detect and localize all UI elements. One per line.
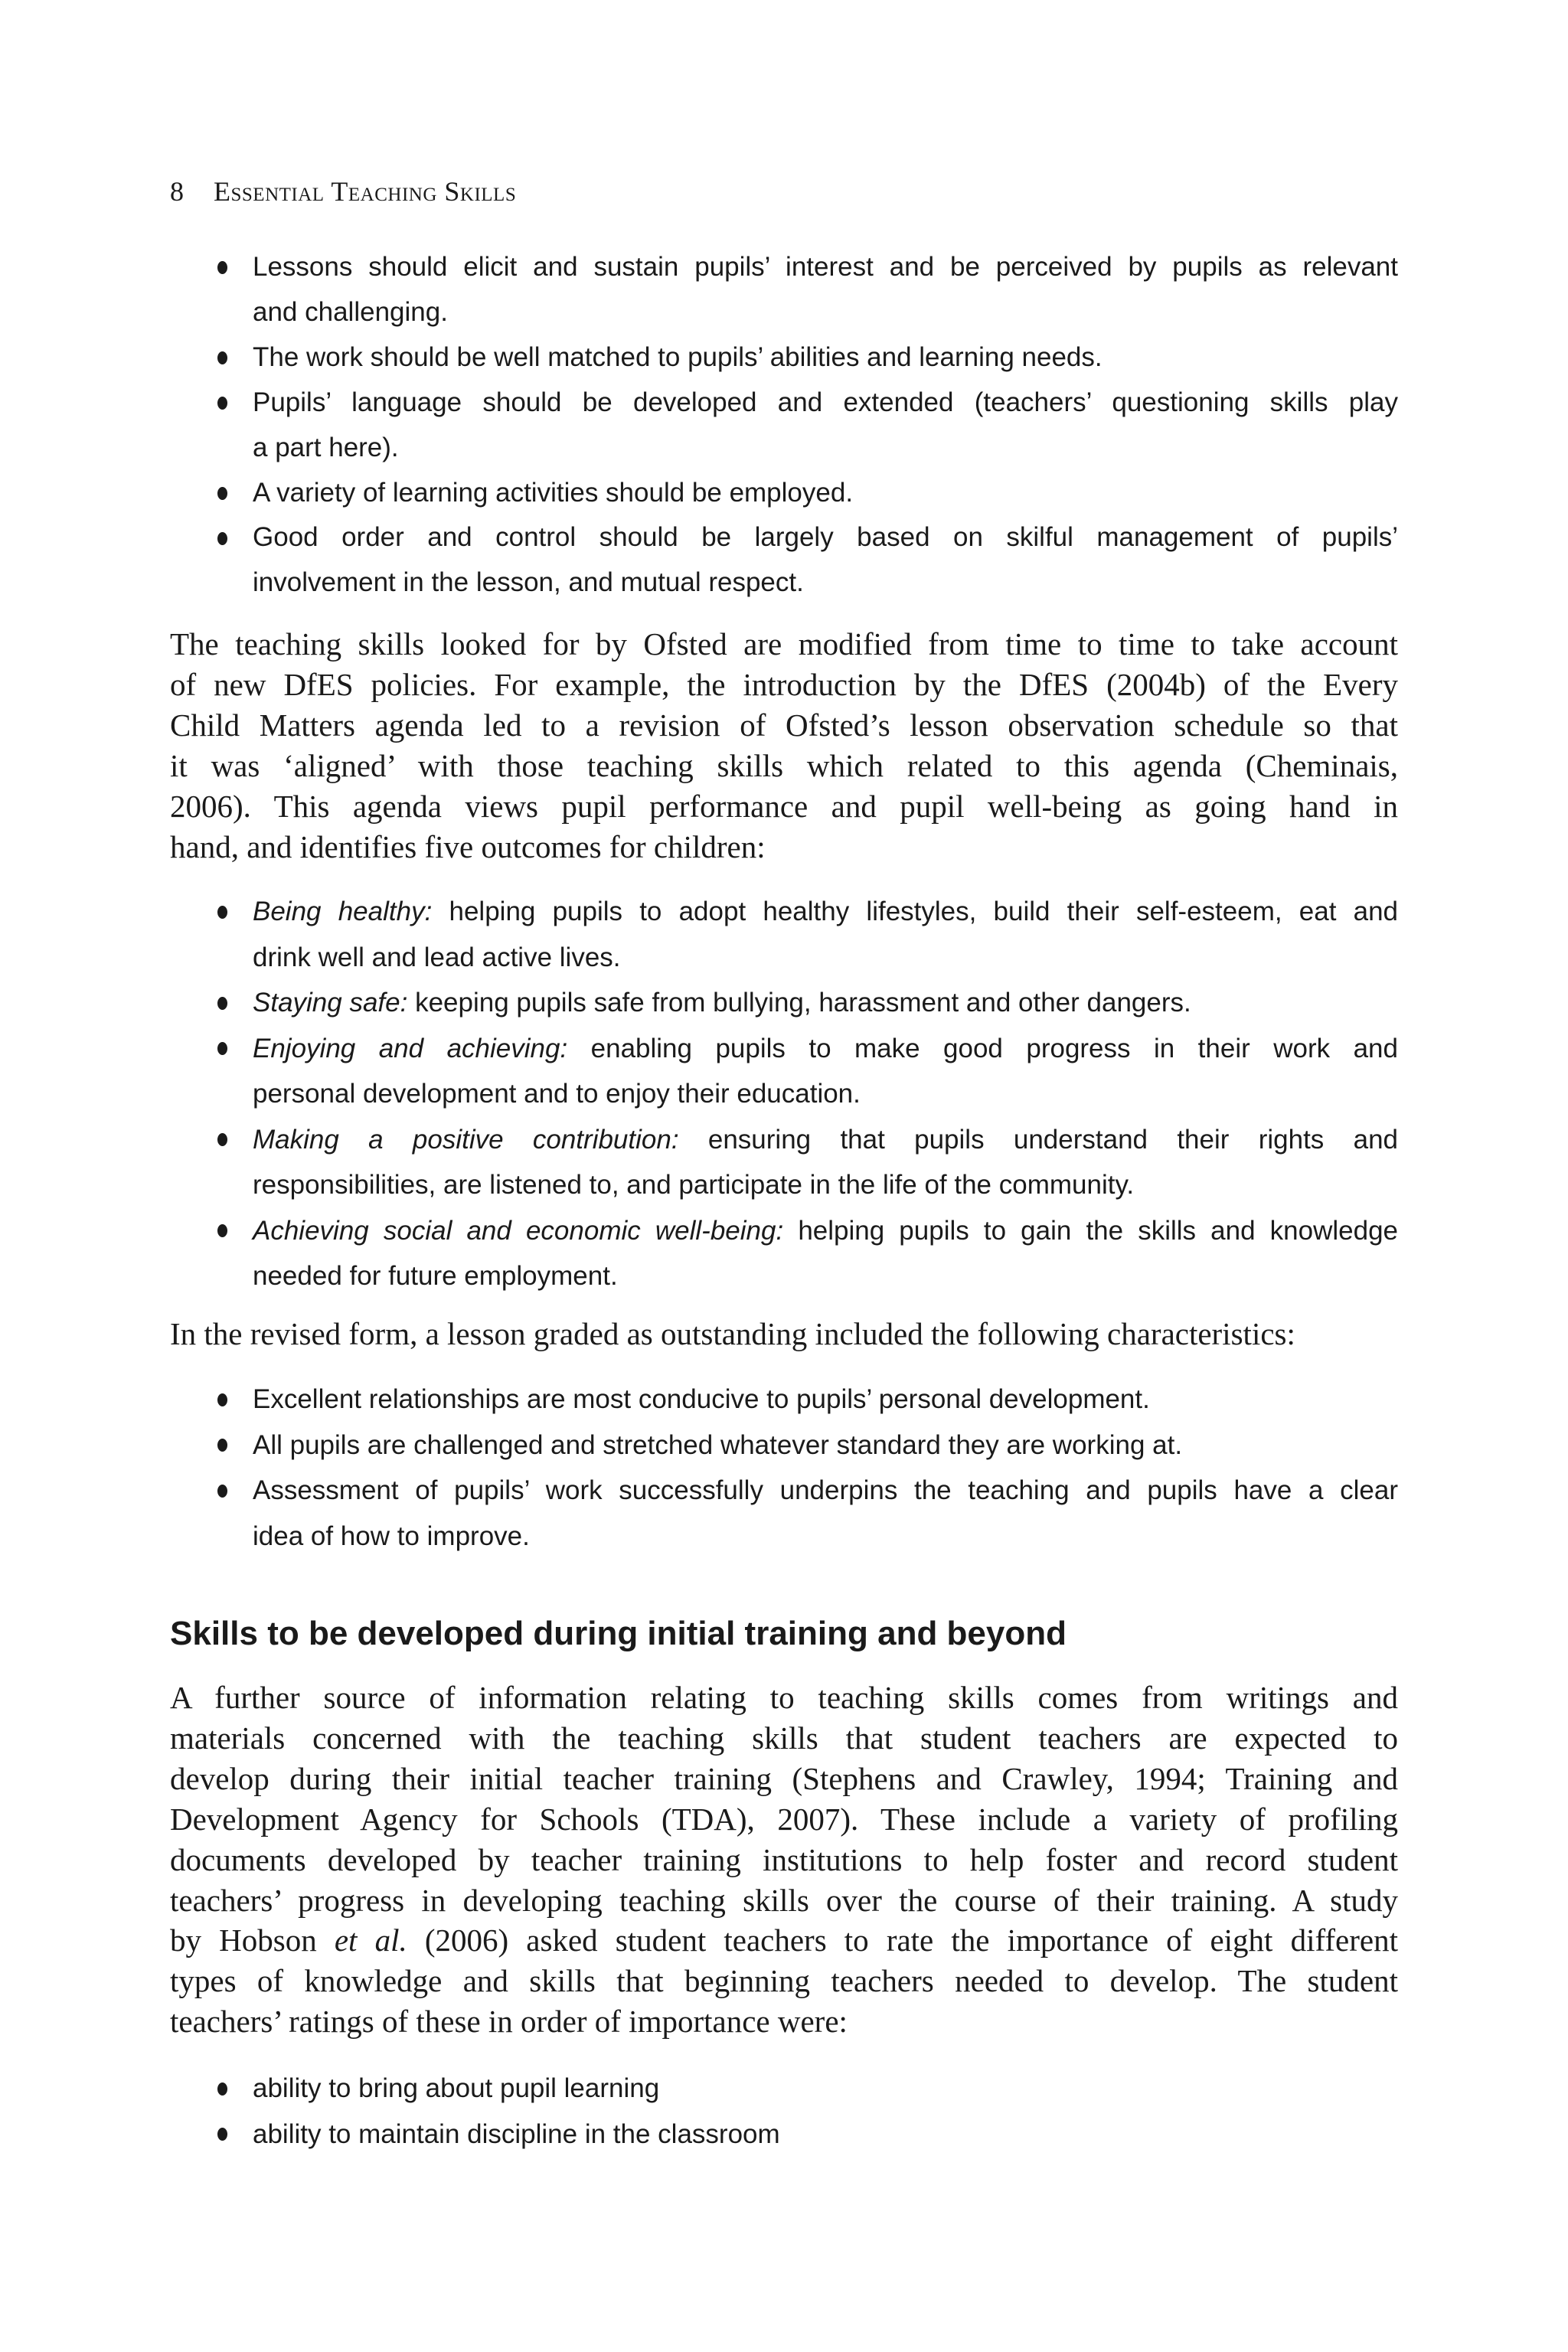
list-item: [253, 889, 1398, 980]
bullet-list-ofsted-criteria: [253, 245, 1398, 606]
text-line: [253, 1208, 1398, 1254]
line-text: helping pupils to adopt healthy lifestyles, build their self-esteem, eat and: [449, 897, 1399, 926]
bullet-icon: [217, 997, 227, 1010]
list-item: [253, 471, 1398, 516]
text-line: [253, 1162, 1398, 1208]
text-line: [253, 1253, 1398, 1299]
line-text: Child Matters agenda led to a revision of Ofsted’s lesson observation schedule so that: [170, 707, 1398, 743]
paragraph-initial-training: [170, 1677, 1398, 2042]
text-line: [253, 2066, 1398, 2112]
bullet-icon: [217, 351, 227, 364]
list-item: [253, 335, 1398, 381]
line-text: personal development and to enjoy their education.: [253, 1079, 861, 1109]
paragraph-revised-form: [170, 1314, 1398, 1354]
list-item: [253, 1208, 1398, 1299]
list-item: [253, 980, 1398, 1026]
bullet-icon: [217, 1485, 227, 1498]
line-text: The work should be well matched to pupils’ abilities and learning needs.: [253, 341, 1102, 372]
text-line: [253, 980, 1398, 1026]
line-text: 2006). This agenda views pupil performance and pupil well-being as going hand in: [170, 788, 1398, 824]
bullet-icon: [217, 532, 227, 545]
text-line: [253, 1071, 1398, 1117]
line-text: drink well and lead active lives.: [253, 942, 621, 972]
text-line: [170, 746, 1398, 786]
text-line: [170, 665, 1398, 705]
text-line: [170, 1799, 1398, 1840]
text-line: [253, 381, 1398, 426]
line-text: a part here).: [253, 432, 399, 462]
bullet-icon: [217, 906, 227, 919]
bullet-icon: [217, 1133, 227, 1146]
text-line: [170, 624, 1398, 665]
line-text: All pupils are challenged and stretched whatever standard they are working at.: [253, 1429, 1183, 1460]
line-text: enabling pupils to make good progress in their work and: [590, 1033, 1398, 1063]
bullet-icon: [217, 261, 227, 274]
text-line: [170, 786, 1398, 827]
text-line: [253, 426, 1398, 471]
line-text: keeping pupils safe from bullying, harassment and other dangers.: [415, 988, 1191, 1018]
italic-text: et al.: [334, 1922, 407, 1958]
text-line: [253, 471, 1398, 516]
list-item: [253, 1377, 1398, 1423]
line-text: idea of how to improve.: [253, 1521, 530, 1551]
line-text: it was ‘aligned’ with those teaching skills which related to this agenda (Cheminais,: [170, 747, 1398, 783]
text-line: [253, 335, 1398, 381]
line-text: hand, and identifies five outcomes for children:: [170, 828, 766, 864]
line-text: ability to bring about pupil learning: [253, 2073, 660, 2103]
line-text: materials concerned with the teaching skills that student teachers are expected to: [170, 1720, 1398, 1756]
line-text: A variety of learning activities should be employed.: [253, 477, 854, 508]
list-item: [253, 1026, 1398, 1117]
text-line: [253, 935, 1398, 981]
bullet-list-ratings: [253, 2066, 1398, 2157]
bullet-list-outstanding-characteristics: [253, 1377, 1398, 1559]
line-text: The teaching skills looked for by Ofsted are modified from time to time to take account: [170, 626, 1398, 662]
section-heading: Skills to be developed during initial training and beyond: [170, 1615, 1067, 1652]
line-text: Pupils’ language should be developed and extended (teachers’ questioning skills play: [253, 387, 1398, 417]
line-text: A further source of information relating to teaching skills comes from writings and: [170, 1680, 1398, 1715]
emphasis-term: Being healthy:: [253, 897, 433, 926]
line-text: by Hobson: [170, 1922, 335, 1958]
text-line: [253, 290, 1398, 335]
line-text: Lessons should elicit and sustain pupils’ interest and be perceived by pupils as relevant: [253, 252, 1398, 282]
list-item: [253, 245, 1398, 335]
bullet-icon: [217, 487, 227, 500]
list-item: [253, 2112, 1398, 2158]
emphasis-term: Making a positive contribution:: [253, 1124, 679, 1155]
text-line: [253, 889, 1398, 935]
text-line: [253, 1423, 1398, 1468]
emphasis-term: Achieving social and economic well-being:: [253, 1215, 784, 1246]
list-item: [253, 2066, 1398, 2112]
text-line: [170, 1314, 1398, 1354]
text-line: [253, 1026, 1398, 1072]
line-text: (2006) asked student teachers to rate the importance of eight different: [407, 1922, 1398, 1958]
line-text: and challenging.: [253, 296, 448, 327]
list-item: [253, 1423, 1398, 1468]
text-line: [253, 245, 1398, 290]
text-line: [170, 1880, 1398, 1921]
paragraph-every-child-matters: [170, 624, 1398, 867]
line-text: needed for future employment.: [253, 1261, 618, 1291]
bullet-list-five-outcomes: [253, 889, 1398, 1299]
line-text: responsibilities, are listened to, and participate in the life of the community.: [253, 1170, 1135, 1200]
line-text: develop during their initial teacher training (Stephens and Crawley, 1994; Training and: [170, 1760, 1398, 1796]
text-line: [253, 2112, 1398, 2158]
bullet-icon: [217, 1439, 227, 1452]
list-item: [253, 515, 1398, 606]
bullet-icon: [217, 397, 227, 410]
list-item: [253, 1468, 1398, 1559]
text-line: [253, 1377, 1398, 1423]
text-line: [253, 1468, 1398, 1514]
text-line: [170, 2001, 1398, 2042]
text-line: [253, 560, 1398, 606]
text-line: [170, 1840, 1398, 1880]
bullet-icon: [217, 2128, 227, 2141]
text-line: [170, 705, 1398, 746]
line-text: types of knowledge and skills that beginning teachers needed to develop. The student: [170, 1963, 1398, 1999]
running-header: [170, 170, 516, 213]
emphasis-term: Enjoying and achieving:: [253, 1033, 568, 1063]
line-text: ability to maintain discipline in the classroom: [253, 2118, 780, 2149]
line-text: helping pupils to gain the skills and knowledge: [798, 1215, 1398, 1246]
bullet-icon: [217, 1224, 227, 1237]
list-item: [253, 381, 1398, 471]
line-text: Excellent relationships are most conducive to pupils’ personal development.: [253, 1384, 1150, 1414]
text-line: [170, 1677, 1398, 1718]
text-line: [253, 515, 1398, 560]
line-text: teachers’ progress in developing teaching skills over the course of their training. A study: [170, 1882, 1398, 1918]
line-text: Good order and control should be largely based on skilful management of pupils’: [253, 522, 1398, 553]
page-number: 8: [170, 176, 184, 207]
line-text: Assessment of pupils’ work successfully underpins the teaching and pupils have a clear: [253, 1475, 1398, 1505]
text-line: [253, 1514, 1398, 1560]
bullet-icon: [217, 2082, 227, 2096]
bullet-icon: [217, 1042, 227, 1055]
line-text: documents developed by teacher training institutions to help foster and record student: [170, 1841, 1398, 1877]
text-line: [170, 1920, 1398, 1961]
running-title: Essential Teaching Skills: [214, 176, 517, 207]
line-text: involvement in the lesson, and mutual respect.: [253, 567, 804, 598]
bullet-icon: [217, 1393, 227, 1406]
line-text: of new DfES policies. For example, the introduction by the DfES (2004b) of the Every: [170, 666, 1398, 702]
text-line: [170, 827, 1398, 867]
line-text: teachers’ ratings of these in order of importance were:: [170, 2004, 848, 2040]
text-line: [170, 1759, 1398, 1799]
text-line: [170, 1718, 1398, 1759]
list-item: [253, 1117, 1398, 1208]
emphasis-term: Staying safe:: [253, 988, 408, 1018]
line-text: In the revised form, a lesson graded as outstanding included the following characteristics:: [170, 1316, 1295, 1351]
text-line: [170, 1961, 1398, 2001]
text-line: [253, 1117, 1398, 1163]
line-text: Development Agency for Schools (TDA), 2007). These include a variety of profiling: [170, 1801, 1398, 1837]
line-text: ensuring that pupils understand their rights and: [707, 1124, 1398, 1155]
